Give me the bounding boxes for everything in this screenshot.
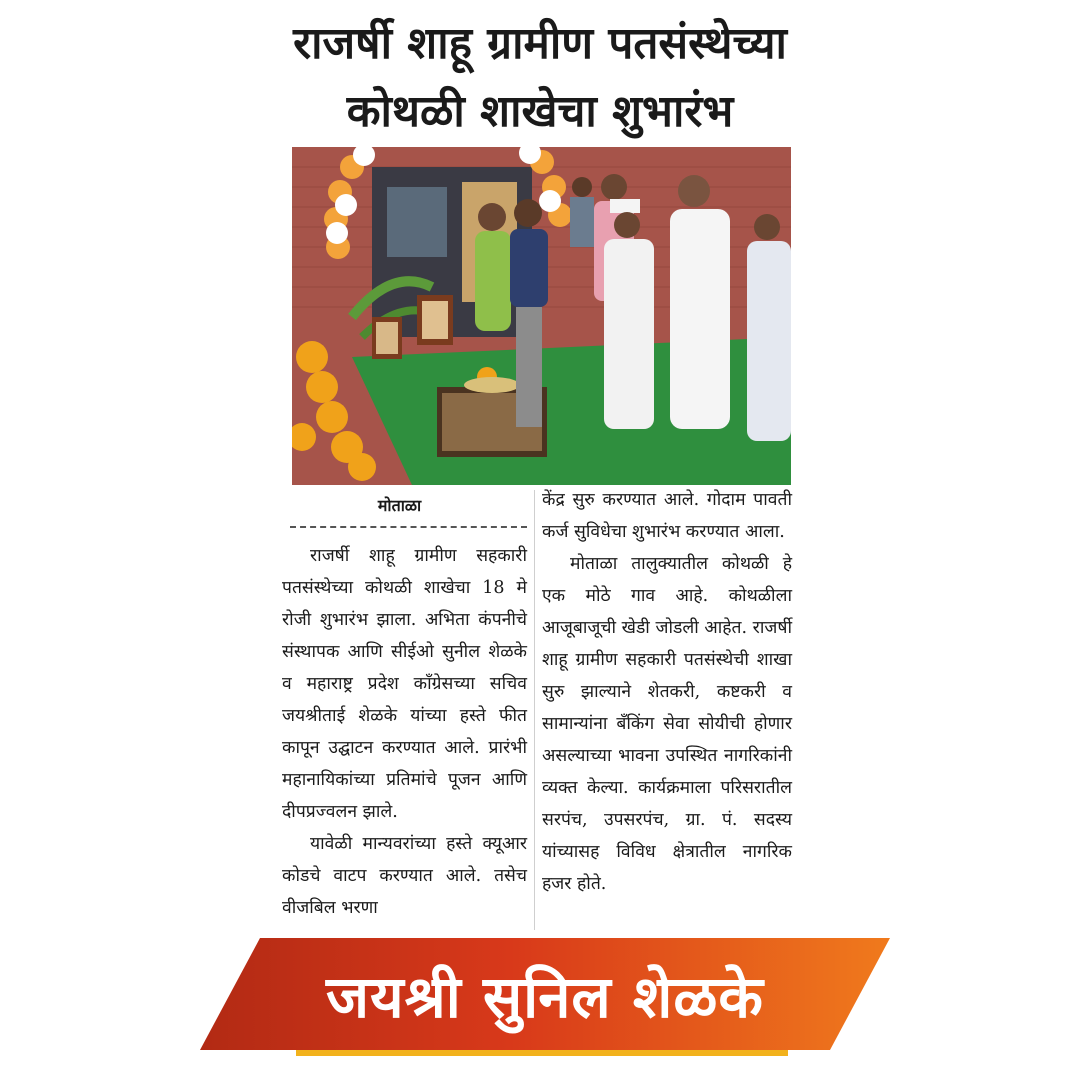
dateline: मोताळा [377, 496, 422, 515]
article-paragraph: यावेळी मान्यवरांच्या हस्ते क्यूआर कोडचे वाटप करण्यात आले. तसेच वीजबिल भरणा [282, 834, 527, 918]
headline-line-2: कोथळी शाखेचा शुभारंभ [346, 86, 734, 137]
article-paragraph: केंद्र सुरु करण्यात आले. गोदाम पावती कर्ज सुविधेचा शुभारंभ करण्यात आला. [542, 490, 792, 542]
article-column-left [282, 492, 527, 924]
article-column-right [542, 484, 792, 900]
banner-name-text: जयश्री सुनिल शेळके [326, 962, 764, 1031]
banner-underline [296, 1050, 788, 1056]
name-banner [200, 938, 890, 1062]
column-divider [534, 490, 535, 930]
article-paragraph: राजर्षी शाहू ग्रामीण सहकारी पतसंस्थेच्या कोथळी शाखेचा 18 मे रोजी शुभारंभ झाला. अभिता कंपनीचे संस्थापक आणि सीईओ सुनील शेळके व महाराष्ट्र प्रदेश काँग्रेसच्या सचिव जयश्रीताई शेळके यांच्या हस्ते फीत कापून उद्घाटन करण्यात आले. प्रारंभी महानायिकांच्या प्रतिमांचे पूजन आणि दीपप्रज्वलन झाले. [282, 546, 527, 822]
headline-line-1: राजर्षी शाहू ग्रामीण पतसंस्थेच्या [293, 18, 787, 69]
article-paragraph: मोताळा तालुक्यातील कोथळी हे एक मोठे गाव आहे. कोथळीला आजूबाजूची खेडी जोडली आहेत. राजर्षी शाहू ग्रामीण सहकारी पतसंस्थेची शाखा सुरु झाल्याने शेतकरी, कष्टकरी व सामान्यांना बँकिंग सेवा सोयीची होणार असल्याच्या भावना उपस्थित नागरिकांनी व्यक्त केल्या. कार्यक्रमाला परिसरातील सरपंच, उपसरपंच, ग्रा. पं. सदस्य यांच्यासह विविध क्षेत्रातील नागरिक हजर होते. [542, 554, 792, 894]
dashed-divider [290, 526, 527, 528]
inauguration-scene-illustration [292, 147, 791, 485]
event-photo [292, 147, 791, 485]
